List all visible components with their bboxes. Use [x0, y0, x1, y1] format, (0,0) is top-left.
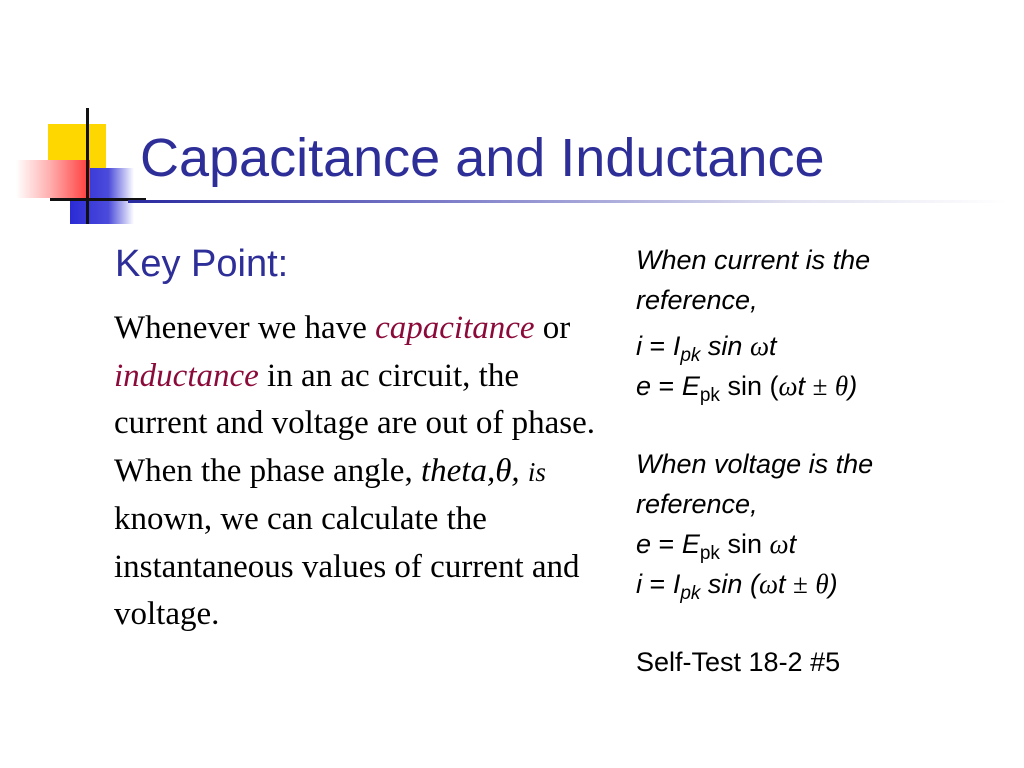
- body-text-1: Whenever we have: [114, 310, 367, 346]
- eq-sin: sin (: [707, 569, 759, 599]
- body-text-2: in an ac circuit, the current and voltage are out of phase. When the phase angle,: [114, 357, 596, 489]
- eq-omega: ω: [758, 569, 779, 599]
- eq-subscript: pk: [699, 385, 720, 406]
- theta-word: theta,: [420, 452, 496, 489]
- eq-equals: =: [658, 371, 675, 401]
- eq-omega: ω: [778, 371, 798, 401]
- logo-red-bar: [16, 160, 90, 198]
- eq-t: t: [797, 371, 806, 401]
- voltage-ref-e-equation: [636, 524, 1016, 564]
- slide-logo-decoration: [0, 0, 150, 240]
- eq-close-paren: ): [848, 371, 858, 401]
- eq-equals: =: [658, 529, 675, 559]
- eq-theta: θ: [815, 569, 829, 599]
- inductance-term: inductance: [114, 357, 259, 394]
- eq-theta: θ: [834, 371, 849, 401]
- or-word: or: [542, 310, 571, 346]
- key-point-heading: Key Point:: [115, 243, 289, 285]
- slide-title: Capacitance and Inductance: [140, 128, 825, 188]
- voltage-ref-heading-1: When voltage is the: [636, 449, 874, 479]
- current-ref-heading-1: When current is the: [636, 245, 871, 275]
- eq-close-paren: ): [828, 569, 838, 599]
- eq-var: e: [636, 371, 652, 401]
- eq-var: i: [636, 331, 642, 361]
- eq-var: i: [636, 569, 642, 599]
- title-underline: [128, 200, 1008, 203]
- eq-t: t: [769, 331, 777, 361]
- formulas-column: [636, 240, 1016, 682]
- eq-plus-minus: ±: [793, 569, 808, 599]
- body-text-3: known, we can calculate the instantaneous values of current and voltage.: [114, 501, 580, 632]
- eq-subscript: pk: [680, 345, 701, 366]
- eq-equals: =: [649, 569, 666, 599]
- logo-vertical-line: [86, 108, 89, 224]
- eq-amplitude: E: [681, 529, 700, 559]
- eq-sin: sin (: [727, 371, 779, 401]
- eq-equals: =: [649, 331, 666, 361]
- eq-amplitude: I: [672, 331, 681, 361]
- eq-t: t: [778, 569, 786, 599]
- eq-t: t: [788, 529, 797, 559]
- eq-plus-minus: ±: [812, 371, 828, 401]
- eq-omega: ω: [769, 529, 789, 559]
- current-ref-heading-2: reference,: [636, 285, 758, 315]
- eq-subscript: pk: [680, 583, 701, 604]
- voltage-ref-heading-2: reference,: [636, 489, 758, 519]
- key-point-body: [114, 305, 614, 639]
- current-ref-e-equation: [636, 366, 1016, 406]
- eq-amplitude: E: [681, 371, 700, 401]
- eq-subscript: pk: [699, 543, 720, 564]
- eq-var: e: [636, 529, 652, 559]
- is-word: is: [527, 456, 546, 487]
- self-test-reference: Self-Test 18-2 #5: [636, 647, 841, 677]
- eq-omega: ω: [749, 331, 770, 361]
- eq-sin: sin: [707, 331, 743, 361]
- voltage-ref-i-equation: [636, 564, 1016, 604]
- capacitance-term: capacitance: [375, 310, 535, 346]
- eq-sin: sin: [727, 529, 762, 559]
- eq-amplitude: I: [672, 569, 681, 599]
- theta-symbol: θ,: [495, 452, 520, 489]
- current-ref-i-equation: [636, 326, 1016, 366]
